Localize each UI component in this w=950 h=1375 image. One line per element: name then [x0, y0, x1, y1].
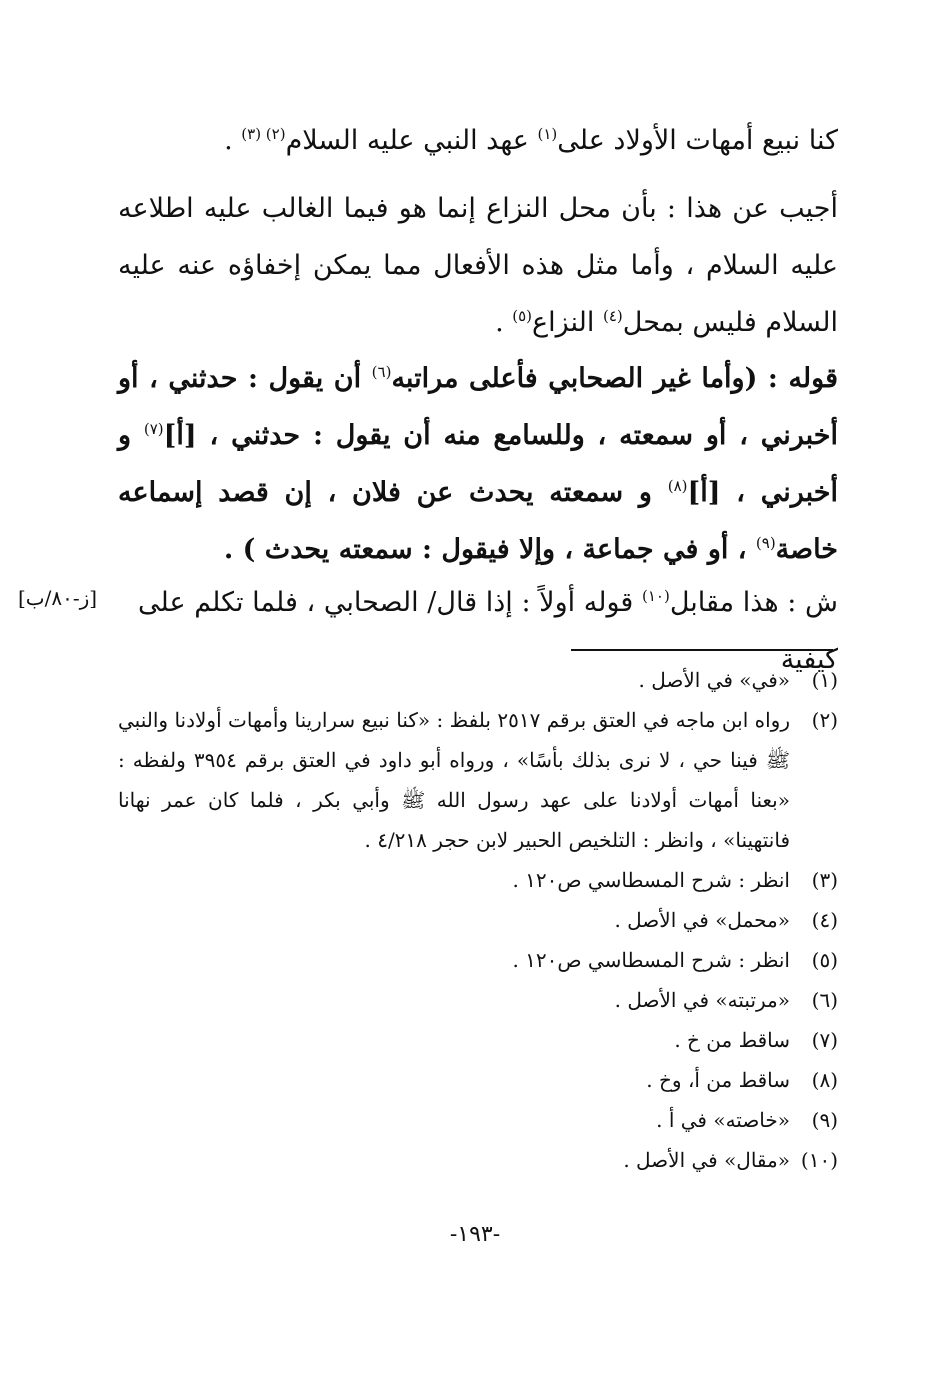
footnote-ref[interactable]: (٩) — [755, 534, 776, 552]
text-run: قوله : — [757, 363, 838, 394]
footnote-ref[interactable]: (١) — [537, 125, 558, 143]
paragraph-hadith-quote — [118, 112, 838, 169]
footnote-text: «مرتبته» في الأصل . — [614, 988, 790, 1012]
text-run: ، أو في جماعة ، وإلا فيقول : سمعته يحدث ) . — [223, 534, 756, 565]
footnote-ref[interactable]: (٥) — [512, 307, 533, 325]
text-run: أن يقول : حدثني ، أو أخبرني ، أو سمعته ، وللسامع منه أن يقول : حدثني ، [أ] — [118, 363, 838, 451]
paragraph-answer — [118, 180, 838, 351]
footnote-divider — [571, 649, 833, 651]
footnote-ref[interactable]: (٢) (٣) — [241, 125, 286, 143]
footnote-text: «في» في الأصل . — [638, 668, 790, 692]
footnote-number: (٥) — [811, 948, 838, 972]
footnote-ref[interactable]: (١٠) — [641, 587, 670, 605]
footnote-item — [118, 900, 838, 940]
footnote-text: «محمل» في الأصل . — [614, 908, 790, 932]
footnote-item — [118, 1140, 838, 1180]
footnote-item — [118, 1020, 838, 1060]
footnote-item — [118, 700, 838, 860]
text-run: عهد النبي عليه السلام — [285, 125, 538, 156]
footnote-number: (٧) — [811, 1028, 838, 1052]
text-run: (وأما غير الصحابي فأعلى مراتبه — [391, 363, 758, 394]
footnote-ref[interactable]: (٦) — [371, 363, 392, 381]
footnote-text: ساقط من خ . — [674, 1028, 790, 1052]
text-run: أجيب عن هذا : بأن محل النزاع إنما هو فيما الغالب عليه اطلاعه عليه السلام ، وأما مثل هذه الأفعال مما يمكن إخفاؤه عنه عليه السلام فليس بمحل — [118, 193, 838, 338]
text-run: قوله أولاً : إذا قال/ الصحابي ، فلما تكلم على كيفية — [138, 587, 838, 675]
text-run: . — [495, 307, 513, 338]
footnote-number: (٣) — [811, 868, 838, 892]
text-run: كنا نبيع أمهات الأولاد على — [557, 125, 838, 156]
footnote-item — [118, 1100, 838, 1140]
footnote-item — [118, 860, 838, 900]
footnote-ref[interactable]: (٨) — [667, 477, 688, 495]
footnote-text: ساقط من أ، وخ . — [646, 1068, 790, 1092]
footnote-number: (٨) — [811, 1068, 838, 1092]
page-number: -١٩٣- — [449, 1222, 501, 1247]
footnote-ref[interactable]: (٧) — [143, 420, 164, 438]
manuscript-folio-marker: [ز-٨٠/ب] — [18, 586, 98, 610]
footnote-item — [118, 980, 838, 1020]
footnote-text: رواه ابن ماجه في العتق برقم ٢٥١٧ بلفظ : «كنا نبيع سرارينا وأمهات أولادنا والنبي ﷺ فينا حي ، لا نرى بذلك بأسًا» ، ورواه أبو داود في العتق برقم ٣٩٥٤ ولفظه : «بعنا أمهات أولادنا على عهد رسول الله ﷺ وأبي بكر ، فلما كان عمر نهانا فانتهينا» ، وانظر : التلخيص الحبير لابن حجر ٤/٢١٨ . — [118, 708, 791, 852]
text-run: ش : هذا مقابل — [669, 587, 839, 618]
text-run: . — [224, 125, 242, 156]
footnote-number: (٩) — [811, 1108, 838, 1132]
footnote-number: (٦) — [811, 988, 838, 1012]
footnote-text: «خاصته» في أ . — [656, 1108, 790, 1132]
footnote-text: انظر : شرح المسطاسي ص١٢٠ . — [512, 948, 790, 972]
footnote-ref[interactable]: (٤) — [602, 307, 623, 325]
footnote-number: (٢) — [811, 708, 838, 732]
text-run: و سمعته يحدث عن فلان ، إن قصد إسماعه خاصة — [118, 477, 838, 565]
footnote-item — [118, 940, 838, 980]
footnote-text: انظر : شرح المسطاسي ص١٢٠ . — [512, 868, 790, 892]
text-run: و أخبرني ، [أ] — [118, 420, 838, 508]
footnote-number: (١٠) — [800, 1148, 838, 1172]
footnote-number: (٤) — [811, 908, 838, 932]
footnote-item — [118, 1060, 838, 1100]
footnotes-list — [118, 660, 838, 1180]
footnote-number: (١) — [811, 668, 838, 692]
text-run: النزاع — [532, 307, 603, 338]
footnote-item — [118, 660, 838, 700]
footnote-text: «مقال» في الأصل . — [623, 1148, 790, 1172]
paragraph-matn-quote — [118, 350, 838, 578]
